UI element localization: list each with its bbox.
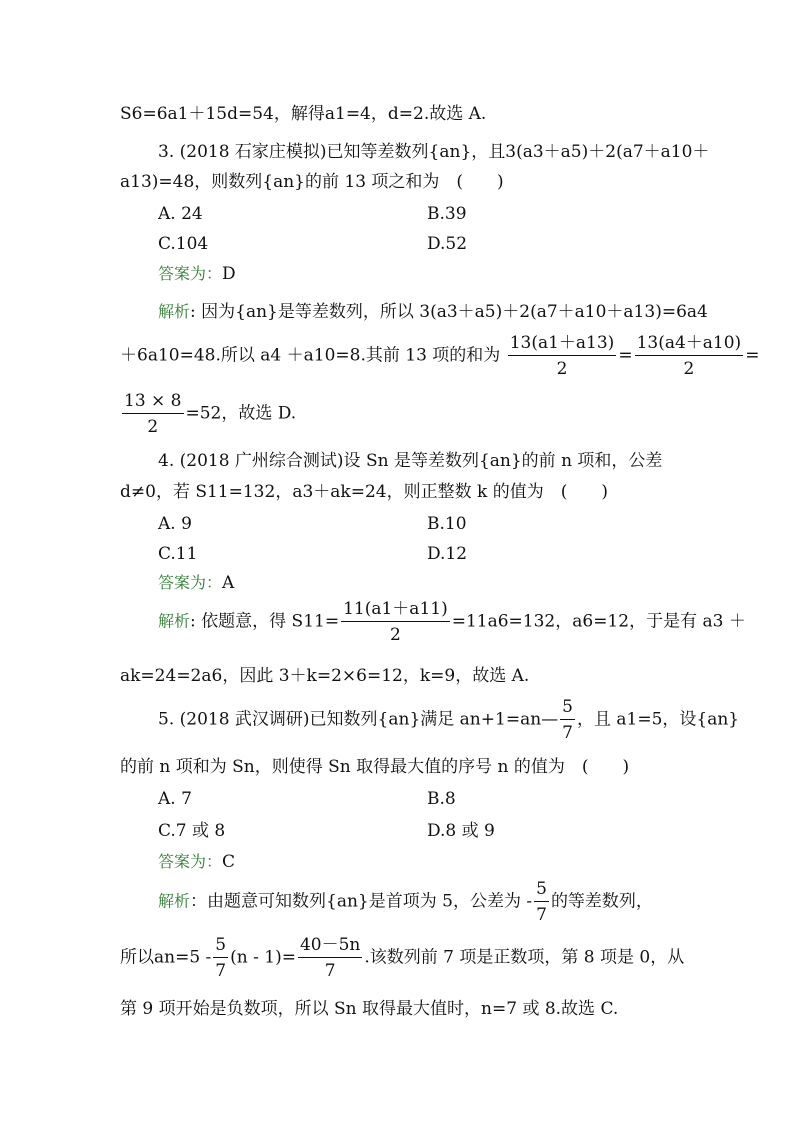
- q4-stem-line2: d≠0，若 S11=132，a3＋ak=24，则正整数 k 的值为 ( ): [120, 482, 608, 502]
- numerator: 5: [534, 880, 549, 902]
- answer-label: 答案为：: [158, 573, 223, 592]
- q3-analysis-line2: [120, 334, 759, 378]
- denominator: 7: [562, 723, 573, 743]
- denominator: 7: [536, 905, 547, 925]
- q4-option-b: B.10: [427, 514, 467, 534]
- numerator: 13 × 8: [122, 392, 184, 414]
- q3-option-b: B.39: [427, 204, 467, 224]
- analysis-text: =52，故选 D.: [185, 403, 297, 424]
- q5-option-b: B.8: [427, 789, 456, 809]
- numerator: 5: [213, 936, 228, 958]
- q5-option-a: A. 7: [158, 789, 192, 809]
- stem-text: 5. (2018 武汉调研)已知数列{an}满足 an+1=an—: [158, 709, 559, 730]
- analysis-colon: :: [190, 302, 202, 322]
- q3-stem-line2: a13)=48，则数列{an}的前 13 项之和为 ( ): [120, 172, 504, 192]
- analysis-label: 解析: [158, 891, 191, 911]
- denominator: 2: [683, 359, 695, 379]
- denominator: 7: [215, 961, 227, 981]
- stem-text: ，且 a1=5，设{an}: [576, 709, 740, 730]
- numerator: 11(a1＋a11): [341, 600, 450, 622]
- analysis-text: 因为{an}是等差数列，所以 3(a3＋a5)＋2(a7＋a10＋a13)=6a4: [201, 302, 708, 322]
- q5-stem-line1: [158, 698, 739, 742]
- numerator: 13(a1＋a13): [508, 334, 617, 356]
- equals: =: [618, 345, 633, 366]
- numerator: 40－5n: [298, 936, 362, 958]
- q3-option-a: A. 24: [158, 204, 203, 224]
- equals: =: [745, 345, 760, 366]
- answer-value: C: [222, 852, 236, 872]
- answer-label: 答案为：: [158, 264, 223, 283]
- q4-answer: [158, 572, 234, 594]
- q5-analysis-line3: 第 9 项开始是负数项，所以 Sn 取得最大值时，n=7 或 8.故选 C.: [120, 999, 619, 1019]
- denominator: 2: [389, 625, 401, 645]
- q5-option-c: C.7 或 8: [158, 821, 226, 841]
- q3-analysis-line1: [158, 301, 708, 323]
- q5-option-d: D.8 或 9: [427, 821, 495, 841]
- fraction: [298, 936, 362, 980]
- q4-stem-line1: 4. (2018 广州综合测试)设 Sn 是等差数列{an}的前 n 项和，公差: [158, 451, 663, 471]
- denominator: 2: [147, 417, 159, 437]
- q3-stem-line1: 3. (2018 石家庄模拟)已知等差数列{an}，且3(a3＋a5)＋2(a7＋a10＋: [158, 142, 710, 162]
- analysis-label: 解析: [158, 611, 191, 631]
- q3-option-c: C.104: [158, 234, 209, 254]
- fraction: [635, 334, 744, 378]
- denominator: 2: [556, 359, 568, 379]
- fraction: [213, 936, 228, 980]
- numerator: 5: [560, 698, 575, 720]
- denominator: 7: [324, 961, 336, 981]
- analysis-text: ：由题意可知数列{an}是首项为 5，公差为 -: [190, 891, 533, 912]
- q2-solution-tail: [120, 103, 486, 125]
- analysis-text: 依题意，得 S11=: [201, 611, 340, 632]
- analysis-text: ＋6a10=48.所以 a4 ＋a10=8.其前 13 项的和为: [120, 345, 501, 366]
- q4-option-a: A. 9: [158, 514, 192, 534]
- numerator: 13(a4＋a10): [635, 334, 744, 356]
- q3-option-d: D.52: [427, 234, 468, 254]
- q5-analysis-line1: [158, 880, 653, 924]
- q3-analysis-line3: [120, 392, 296, 436]
- analysis-text: (n - 1)=: [230, 947, 296, 968]
- q5-stem-line2: 的前 n 项和为 Sn，则使得 Sn 取得最大值的序号 n 的值为 ( ): [120, 757, 630, 777]
- analysis-text: 所以an=5 -: [120, 947, 212, 968]
- q5-answer: [158, 851, 235, 873]
- answer-value: A: [222, 573, 235, 593]
- q4-analysis-line1: [158, 600, 746, 644]
- analysis-text: =11a6=132，a6=12，于是有 a3 ＋: [451, 611, 746, 632]
- analysis-label: 解析: [158, 302, 191, 321]
- fraction: [341, 600, 450, 644]
- analysis-text: .该数列前 7 项是正数项，第 8 项是 0，从: [364, 947, 685, 968]
- fraction: [534, 880, 549, 924]
- fraction: [560, 698, 575, 742]
- analysis-text: 的等差数列，: [550, 891, 653, 912]
- q4-option-c: C.11: [158, 544, 198, 564]
- fraction: [508, 334, 617, 378]
- answer-label: 答案为：: [158, 852, 223, 871]
- q3-answer: [158, 263, 236, 285]
- q4-option-d: D.12: [427, 544, 468, 564]
- answer-value: D: [222, 264, 236, 284]
- q2-tail-text: S6=6a1＋15d=54，解得a1=4，d=2.故选 A.: [120, 104, 487, 124]
- analysis-colon: :: [190, 611, 202, 632]
- q5-analysis-line2: [120, 936, 684, 980]
- q4-analysis-line2: ak=24=2a6，因此 3＋k=2×6=12，k=9，故选 A.: [120, 666, 530, 686]
- fraction: [122, 392, 184, 436]
